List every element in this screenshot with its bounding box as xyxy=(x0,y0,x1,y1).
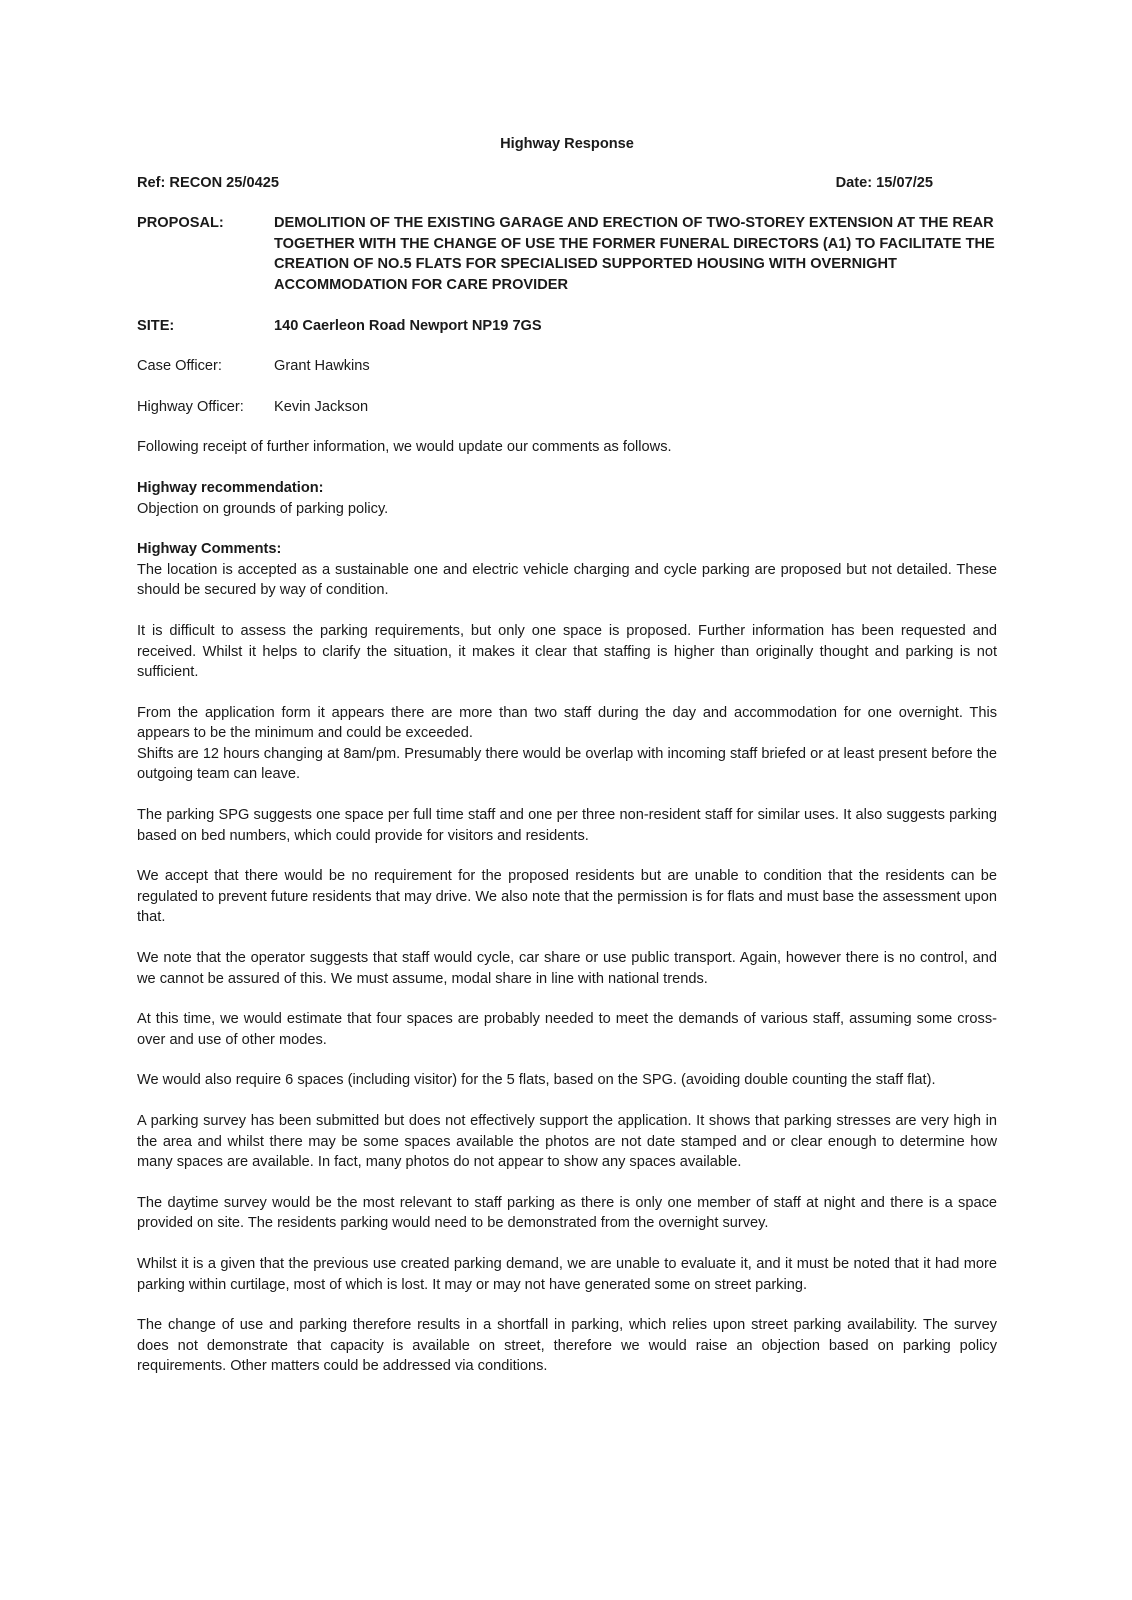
comments-paragraph-8: We would also require 6 spaces (including visitor) for the 5 flats, based on the SPG. (avoiding double counting the staff flat). xyxy=(137,1072,936,1089)
reference-line xyxy=(137,173,997,194)
comments-paragraph-6: We note that the operator suggests that staff would cycle, car share or use public transport. Again, however there is no control, and we cannot be assured of this. We must assume, modal share in line with national trends. xyxy=(137,950,997,987)
recommendation-section xyxy=(137,478,997,519)
comments-paragraph-2: It is difficult to assess the parking requirements, but only one space is proposed. Further information has been requested and received. Whilst it helps to clarify the situation, it makes it clear that staffing is higher than originally thought and parking is not sufficient. xyxy=(137,622,997,681)
highway-officer-label: Highway Officer: xyxy=(137,398,244,415)
comments-section xyxy=(137,539,997,601)
comments-paragraph-3 xyxy=(137,703,997,785)
proposal-row xyxy=(137,213,997,295)
case-officer-row xyxy=(137,356,997,377)
case-officer-label: Case Officer: xyxy=(137,358,222,375)
document-page xyxy=(137,134,997,1397)
proposal-label: PROPOSAL: xyxy=(137,215,224,232)
document-title: Highway Response xyxy=(500,136,634,152)
comments-paragraph-5: We accept that there would be no requirement for the proposed residents but are unable to condition that the residents can be regulated to prevent future residents that may drive. We also note that the permission is for flats and must base the assessment upon that. xyxy=(137,868,997,926)
comments-paragraph-4: The parking SPG suggests one space per full time staff and one per three non-resident staff for similar uses. It also suggests parking based on bed numbers, which could provide for visitors and residents. xyxy=(137,807,997,844)
case-officer-name: Grant Hawkins xyxy=(274,358,370,375)
reference-number: Ref: RECON 25/0425 xyxy=(137,174,279,191)
recommendation-text: Objection on grounds of parking policy. xyxy=(137,500,389,517)
document-date: Date: 15/07/25 xyxy=(835,174,933,191)
comments-paragraph-9: A parking survey has been submitted but does not effectively support the application. It shows that parking stresses are very high in the area and whilst there may be some spaces available the photos are not date stamped and or clear enough to determine how many spaces are available. In fact, many photos do not appear to show any spaces available. xyxy=(137,1113,997,1171)
comments-paragraph-1: The location is accepted as a sustainable one and electric vehicle charging and cycle parking are proposed but not detailed. These should be secured by way of condition. xyxy=(137,561,997,599)
comments-paragraph-12: The change of use and parking therefore results in a shortfall in parking, which relies upon street parking availability. The survey does not demonstrate that capacity is available on street, therefore we would raise an objection based on parking policy requirements. Other matters could be addressed via conditions. xyxy=(137,1317,997,1375)
comments-paragraph-3a: From the application form it appears there are more than two staff during the day and accommodation for one overnight. This appears to be the minimum and could be exceeded. xyxy=(137,704,997,742)
site-label: SITE: xyxy=(137,317,175,334)
comments-heading: Highway Comments: xyxy=(137,541,282,558)
proposal-text: DEMOLITION OF THE EXISTING GARAGE AND ERECTION OF TWO-STOREY EXTENSION AT THE REAR TOGETHER WITH THE CHANGE OF USE THE FORMER FUNERAL DIRECTORS (A1) TO FACILITATE THE CREATION OF NO.5 FLATS FOR SPECIALISED SUPPORTED HOUSING WITH OVERNIGHT ACCOMMODATION FOR CARE PROVIDER xyxy=(274,215,995,293)
highway-officer-name: Kevin Jackson xyxy=(274,398,369,415)
intro-paragraph: Following receipt of further information, we would update our comments as follows. xyxy=(137,439,672,456)
comments-paragraph-11: Whilst it is a given that the previous use created parking demand, we are unable to evaluate it, and it must be noted that it had more parking within curtilage, most of which is lost. It may or may not have generated some on street parking. xyxy=(137,1255,997,1293)
recommendation-heading: Highway recommendation: xyxy=(137,479,324,496)
site-row xyxy=(137,316,997,337)
comments-paragraph-3b: Shifts are 12 hours changing at 8am/pm. Presumably there would be overlap with incoming staff briefed or at least present before the outgoing team can leave. xyxy=(137,745,997,783)
site-address: 140 Caerleon Road Newport NP19 7GS xyxy=(274,317,542,334)
highway-officer-row xyxy=(137,397,997,418)
comments-paragraph-10: The daytime survey would be the most relevant to staff parking as there is only one member of staff at night and there is a space provided on site. The residents parking would need to be demonstrated from the overnight survey. xyxy=(137,1194,997,1232)
comments-paragraph-7: At this time, we would estimate that four spaces are probably needed to meet the demands of various staff, assuming some cross-over and use of other modes. xyxy=(137,1011,997,1048)
